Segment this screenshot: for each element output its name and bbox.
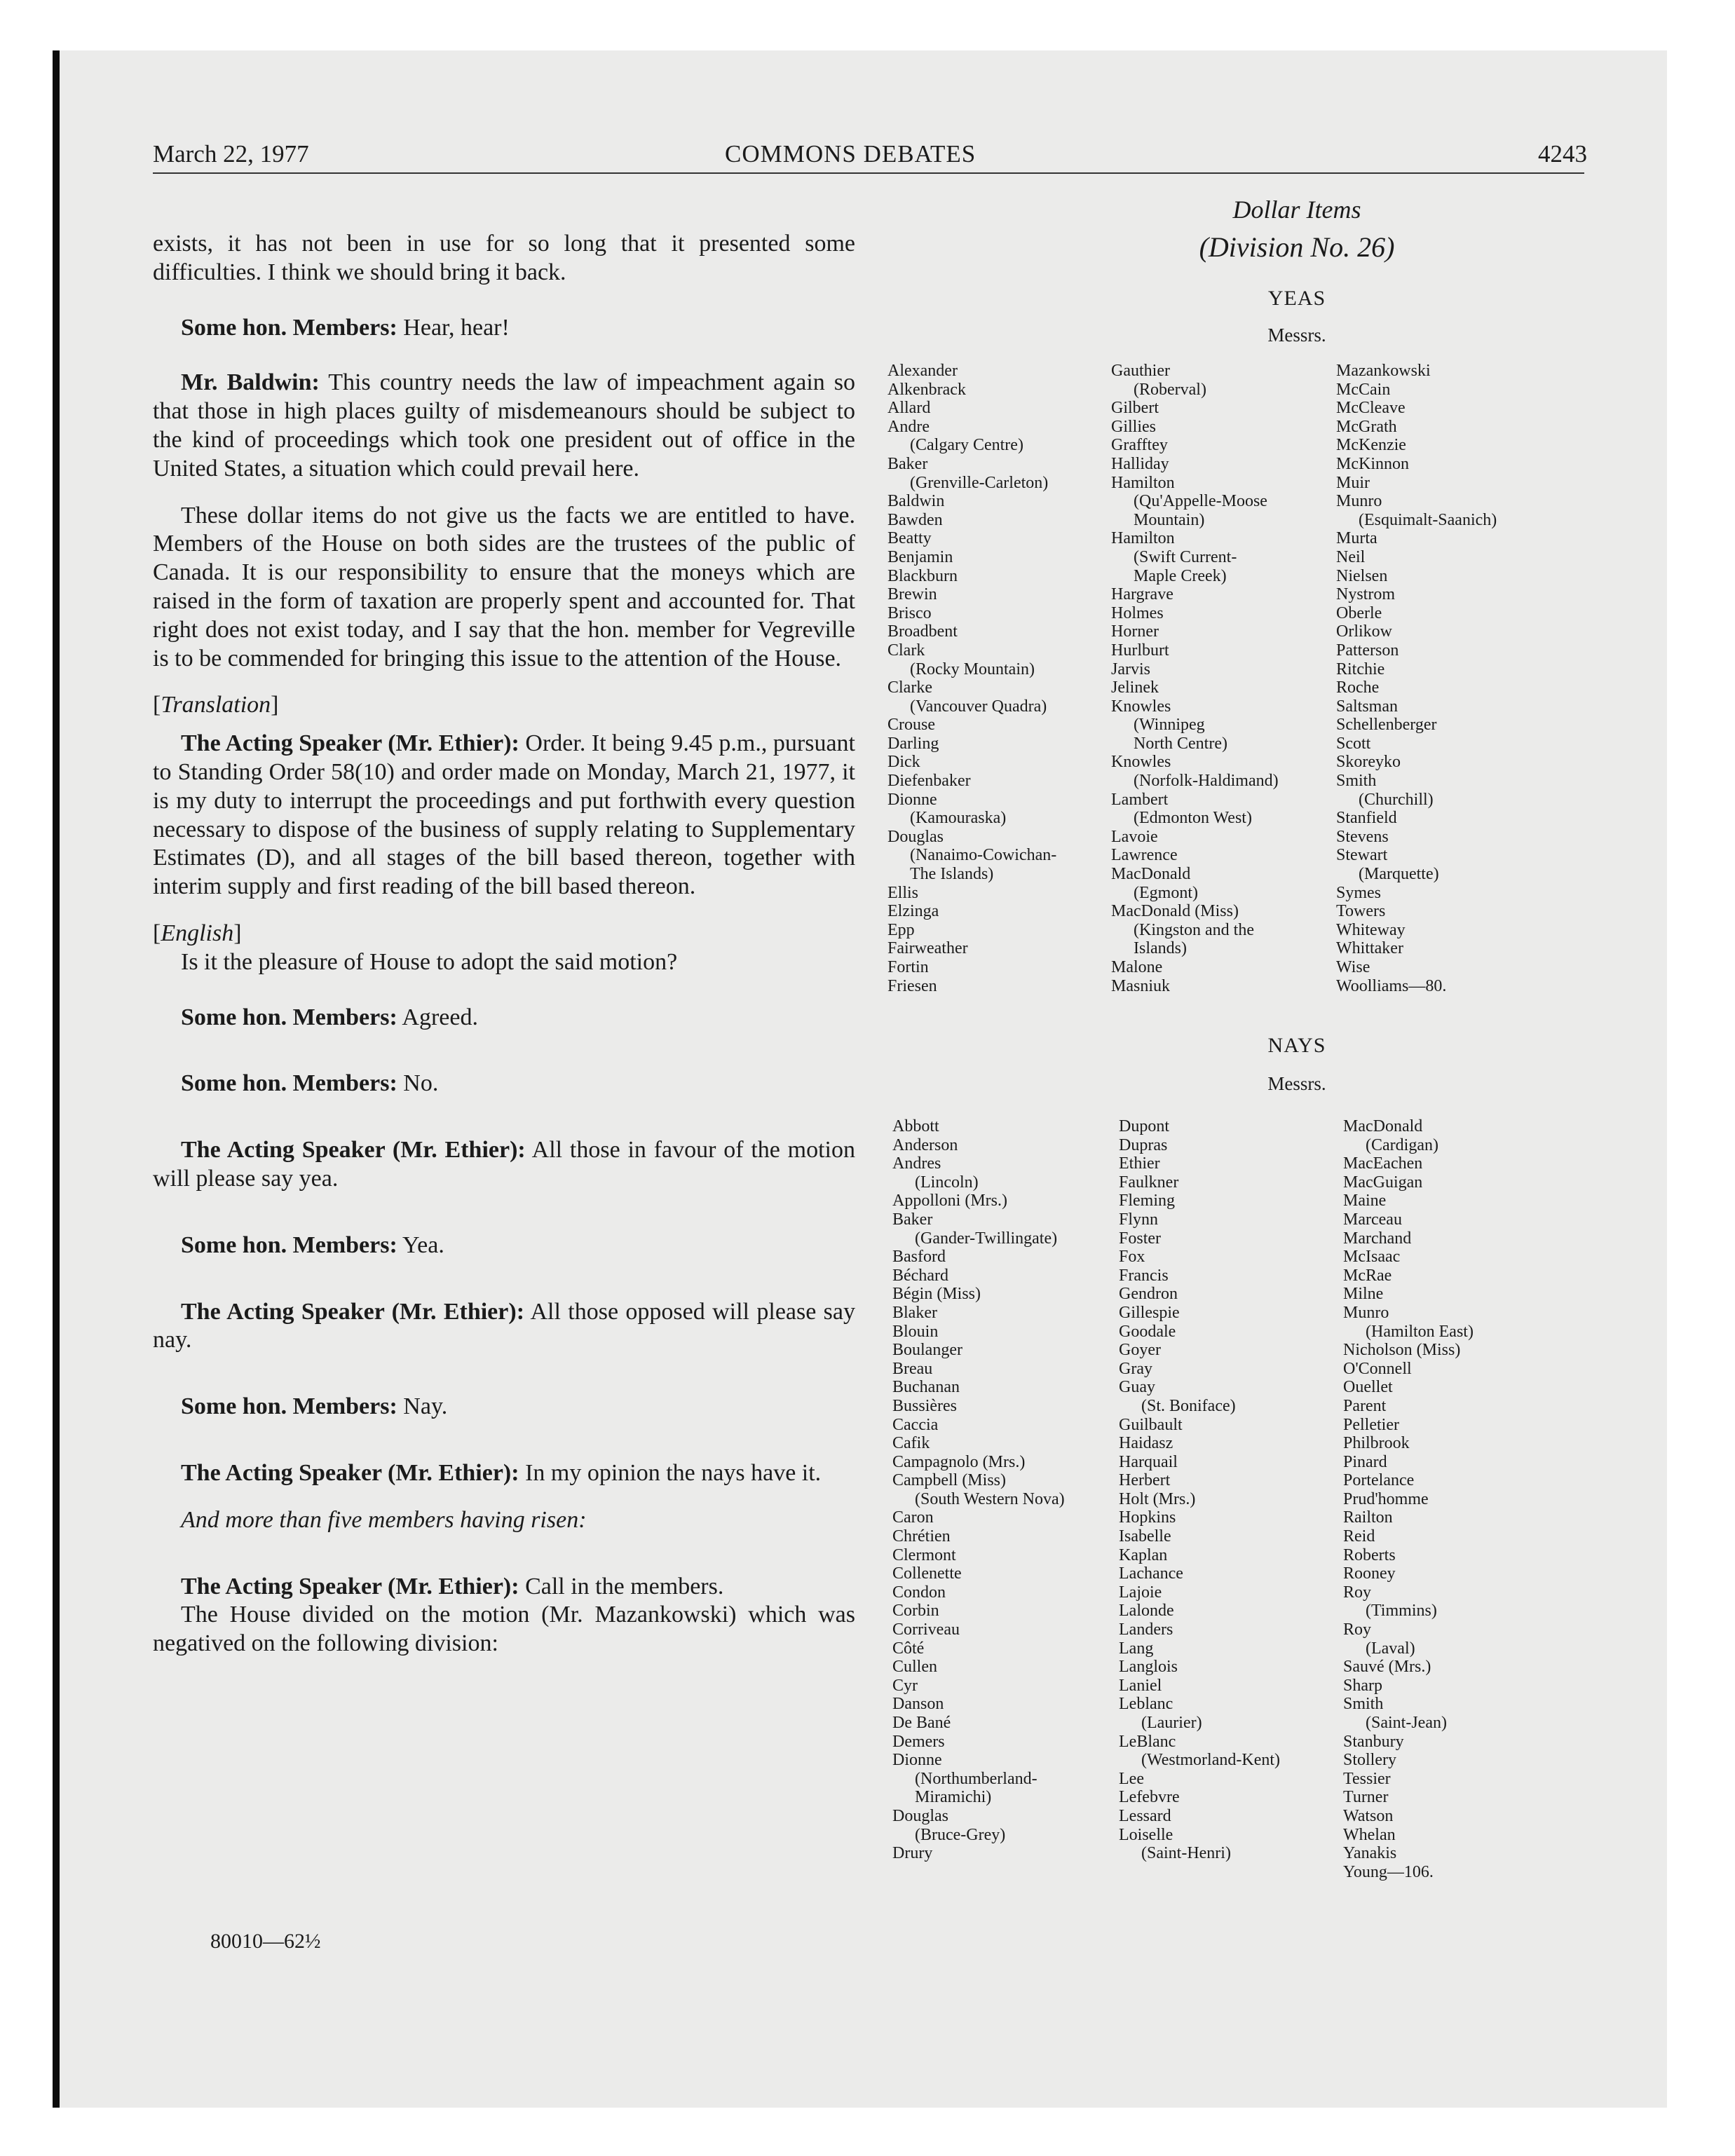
member-name: Diefenbaker bbox=[887, 772, 971, 791]
member-name: (Laurier) bbox=[1141, 1714, 1202, 1732]
member-name: Haidasz bbox=[1119, 1434, 1173, 1453]
member-name: Buchanan bbox=[892, 1378, 960, 1397]
member-name: Corriveau bbox=[892, 1621, 960, 1639]
english-label: [English] bbox=[153, 920, 242, 946]
member-name: Baldwin bbox=[887, 492, 945, 511]
member-name: (Cardigan) bbox=[1366, 1135, 1438, 1154]
member-name: (Marquette) bbox=[1359, 865, 1439, 884]
paragraph bbox=[153, 1393, 855, 1421]
member-name: Dionne bbox=[892, 1751, 942, 1770]
nays-column-2 bbox=[1119, 1117, 1280, 1863]
speaker-name: The Acting Speaker (Mr. Ethier): bbox=[181, 1459, 519, 1486]
member-name: Smith bbox=[1336, 772, 1377, 791]
member-name: Bégin (Miss) bbox=[892, 1285, 981, 1304]
member-name: Nystrom bbox=[1336, 585, 1395, 604]
member-name: North Centre) bbox=[1134, 734, 1227, 753]
member-name: Campbell (Miss) bbox=[892, 1471, 1006, 1490]
speaker-name: The Acting Speaker (Mr. Ethier): bbox=[181, 1573, 519, 1599]
member-name: McRae bbox=[1343, 1266, 1392, 1285]
member-name: Lambert bbox=[1111, 790, 1169, 809]
speech-text: Hear, hear! bbox=[397, 314, 510, 341]
speaker-name: Some hon. Members: bbox=[181, 1393, 397, 1420]
member-name: (Grenville-Carleton) bbox=[910, 473, 1049, 492]
header-date: March 22, 1977 bbox=[153, 140, 309, 168]
member-name: Mountain) bbox=[1134, 510, 1205, 529]
member-name: Malone bbox=[1111, 958, 1163, 976]
member-name: Munro bbox=[1336, 492, 1382, 511]
member-name: Isabelle bbox=[1119, 1527, 1171, 1546]
member-name: Hamilton bbox=[1111, 473, 1175, 492]
member-name: Whittaker bbox=[1336, 939, 1403, 958]
member-name: Clarke bbox=[887, 678, 932, 697]
member-name: Parent bbox=[1343, 1396, 1387, 1415]
header-rule bbox=[153, 172, 1584, 174]
member-name: Blackburn bbox=[887, 566, 958, 585]
member-name: Campagnolo (Mrs.) bbox=[892, 1452, 1026, 1471]
member-name: Landers bbox=[1119, 1621, 1173, 1639]
member-name: (Norfolk-Haldimand) bbox=[1134, 772, 1279, 791]
speech-text: Yea. bbox=[397, 1231, 444, 1258]
member-name: Lessard bbox=[1119, 1806, 1171, 1825]
member-name: (Hamilton East) bbox=[1366, 1322, 1474, 1341]
member-name: O'Connell bbox=[1343, 1359, 1412, 1378]
member-name: Fox bbox=[1119, 1248, 1145, 1267]
member-name: Abbott bbox=[892, 1117, 939, 1135]
member-name: Basford bbox=[892, 1248, 946, 1267]
member-name: Halliday bbox=[1111, 454, 1169, 473]
member-name: Lawrence bbox=[1111, 846, 1178, 865]
member-name: Anderson bbox=[892, 1135, 958, 1154]
member-name: Baker bbox=[892, 1210, 933, 1229]
member-name: Turner bbox=[1343, 1788, 1389, 1807]
member-name: Cafik bbox=[892, 1434, 930, 1453]
header-title: COMMONS DEBATES bbox=[725, 140, 977, 168]
member-name: Stanbury bbox=[1343, 1732, 1404, 1751]
member-name: (St. Boniface) bbox=[1141, 1396, 1236, 1415]
member-name: (Lincoln) bbox=[915, 1173, 979, 1192]
member-name: Holt (Mrs.) bbox=[1119, 1489, 1196, 1508]
member-name: Horner bbox=[1111, 622, 1159, 641]
member-name: Laniel bbox=[1119, 1676, 1162, 1695]
member-name: Prud'homme bbox=[1343, 1489, 1429, 1508]
member-name: Douglas bbox=[892, 1806, 948, 1825]
member-name: Pinard bbox=[1343, 1452, 1387, 1471]
member-name: Broadbent bbox=[887, 622, 958, 641]
member-name: (Westmorland-Kent) bbox=[1141, 1751, 1280, 1770]
yeas-messrs: Messrs. bbox=[1267, 325, 1326, 346]
member-name: Nielsen bbox=[1336, 566, 1388, 585]
member-name: Dionne bbox=[887, 790, 937, 809]
member-name: Nicholson (Miss) bbox=[1343, 1341, 1461, 1360]
member-name: Pelletier bbox=[1343, 1415, 1399, 1434]
member-name: Foster bbox=[1119, 1229, 1161, 1248]
member-name: (Edmonton West) bbox=[1134, 809, 1252, 828]
member-name: Andres bbox=[892, 1154, 941, 1173]
member-name: Kaplan bbox=[1119, 1546, 1168, 1564]
member-name: (Gander-Twillingate) bbox=[915, 1229, 1058, 1248]
member-name: (Bruce-Grey) bbox=[915, 1825, 1006, 1844]
member-name: Loiselle bbox=[1119, 1825, 1173, 1844]
member-name: Blaker bbox=[892, 1303, 937, 1322]
member-name: Gillies bbox=[1111, 417, 1156, 436]
member-name: Grafftey bbox=[1111, 436, 1168, 455]
speaker-name: Some hon. Members: bbox=[181, 1004, 397, 1030]
member-name: Béchard bbox=[892, 1266, 948, 1285]
member-name: (Vancouver Quadra) bbox=[910, 697, 1047, 716]
member-name: Alexander bbox=[887, 362, 958, 380]
member-name: (Kamouraska) bbox=[910, 809, 1007, 828]
paragraph: The House divided on the motion (Mr. Mazankowski) which was negatived on the following division: bbox=[153, 1602, 855, 1657]
member-name: Stollery bbox=[1343, 1751, 1396, 1770]
member-name: Holmes bbox=[1111, 603, 1164, 622]
member-name: Saltsman bbox=[1336, 697, 1398, 716]
member-name: Islands) bbox=[1134, 939, 1187, 958]
speaker-name: The Acting Speaker (Mr. Ethier): bbox=[181, 730, 519, 757]
nays-column-3 bbox=[1343, 1117, 1474, 1881]
member-name: Towers bbox=[1336, 902, 1386, 921]
member-name: Miramichi) bbox=[915, 1788, 992, 1807]
member-name: Marchand bbox=[1343, 1229, 1412, 1248]
speech-text: Nay. bbox=[397, 1393, 448, 1420]
speech-text: Call in the members. bbox=[519, 1573, 724, 1599]
member-name: Gillespie bbox=[1119, 1303, 1180, 1322]
member-name: Symes bbox=[1336, 883, 1382, 902]
member-name: (Nanaimo-Cowichan- bbox=[910, 846, 1057, 865]
member-name: Watson bbox=[1343, 1806, 1394, 1825]
member-name: Stanfield bbox=[1336, 809, 1397, 828]
member-name: Lee bbox=[1119, 1769, 1144, 1788]
member-name: Young—106. bbox=[1343, 1862, 1434, 1881]
member-name: Caccia bbox=[892, 1415, 939, 1434]
speech-text: This country needs the law of impeachment again so that those in high places guilty of misdemeanours should be subject to the kind of proceedings which took one president out of office in the United States, a situation which could prevail here. bbox=[153, 369, 856, 482]
paragraph bbox=[153, 1070, 855, 1098]
member-name: Skoreyko bbox=[1336, 753, 1401, 772]
member-name: De Bané bbox=[892, 1714, 951, 1732]
member-name: Sauvé (Mrs.) bbox=[1343, 1658, 1431, 1677]
member-name: Lefebvre bbox=[1119, 1788, 1180, 1807]
member-name: Appolloni (Mrs.) bbox=[892, 1192, 1007, 1210]
debate-text-column bbox=[153, 230, 855, 1658]
member-name: Crouse bbox=[887, 716, 935, 735]
member-name: MacDonald (Miss) bbox=[1111, 902, 1239, 921]
member-name: Goyer bbox=[1119, 1341, 1161, 1360]
member-name: Orlikow bbox=[1336, 622, 1392, 641]
member-name: Gendron bbox=[1119, 1285, 1178, 1304]
member-name: Allard bbox=[887, 399, 931, 418]
division-number: (Division No. 26) bbox=[1199, 231, 1395, 263]
member-name: Caron bbox=[892, 1508, 934, 1527]
member-name: Brewin bbox=[887, 585, 937, 604]
speaker-name: Mr. Baldwin: bbox=[181, 369, 320, 396]
member-name: Yanakis bbox=[1343, 1844, 1397, 1863]
paragraph bbox=[153, 1573, 855, 1602]
member-name: (Winnipeg bbox=[1134, 716, 1205, 735]
member-name: Ellis bbox=[887, 883, 919, 902]
member-name: (Roberval) bbox=[1134, 380, 1206, 399]
member-name: Jelinek bbox=[1111, 678, 1159, 697]
speech-text: No. bbox=[397, 1070, 439, 1097]
member-name: Gilbert bbox=[1111, 399, 1159, 418]
member-name: Condon bbox=[892, 1583, 946, 1602]
member-name: (Churchill) bbox=[1359, 790, 1434, 809]
member-name: (Qu'Appelle-Moose bbox=[1134, 492, 1267, 511]
translation-label: [Translation] bbox=[153, 692, 279, 718]
member-name: Herbert bbox=[1119, 1471, 1171, 1490]
member-name: Cyr bbox=[892, 1676, 918, 1695]
member-name: Philbrook bbox=[1343, 1434, 1410, 1453]
member-name: Gauthier bbox=[1111, 362, 1170, 380]
member-name: Dupras bbox=[1119, 1135, 1168, 1154]
speech-text: Agreed. bbox=[397, 1004, 478, 1030]
member-name: The Islands) bbox=[910, 865, 994, 884]
member-name: Gray bbox=[1119, 1359, 1152, 1378]
member-name: Sharp bbox=[1343, 1676, 1382, 1695]
member-name: Alkenbrack bbox=[887, 380, 966, 399]
member-name: Oberle bbox=[1336, 603, 1382, 622]
member-name: Demers bbox=[892, 1732, 945, 1751]
speech-text: Order. It being 9.45 p.m., pursuant to Standing Order 58(10) and order made on Monday, March 21, 1977, it is my duty to interrupt the proceedings and put forthwith every question necessary to dispose of the business of supply relating to Supplementary Estimates (D), and all stages of the bill based thereon, together with interim supply and first reading of the bill based thereon. bbox=[153, 730, 855, 900]
paragraph: Is it the pleasure of House to adopt the said motion? bbox=[181, 948, 678, 975]
paragraph bbox=[153, 1136, 855, 1194]
member-name: (Saint-Henri) bbox=[1141, 1844, 1231, 1863]
member-name: Bussières bbox=[892, 1396, 957, 1415]
member-name: Murta bbox=[1336, 529, 1377, 548]
member-name: Guilbault bbox=[1119, 1415, 1183, 1434]
member-name: Roy bbox=[1343, 1583, 1372, 1602]
paragraph bbox=[153, 369, 855, 483]
member-name: Whiteway bbox=[1336, 920, 1406, 939]
member-name: Hurlburt bbox=[1111, 641, 1169, 660]
member-name: Bawden bbox=[887, 510, 943, 529]
member-name: Fairweather bbox=[887, 939, 968, 958]
member-name: Smith bbox=[1343, 1695, 1384, 1714]
member-name: (Timmins) bbox=[1366, 1602, 1437, 1621]
member-name: Roy bbox=[1343, 1621, 1372, 1639]
member-name: Clark bbox=[887, 641, 925, 660]
member-name: Benjamin bbox=[887, 547, 953, 566]
member-name: Reid bbox=[1343, 1527, 1375, 1546]
member-name: Patterson bbox=[1336, 641, 1399, 660]
member-name: Flynn bbox=[1119, 1210, 1159, 1229]
member-name: Langlois bbox=[1119, 1658, 1178, 1677]
member-name: Muir bbox=[1336, 473, 1370, 492]
speaker-name: Some hon. Members: bbox=[181, 1070, 397, 1097]
member-name: Francis bbox=[1119, 1266, 1169, 1285]
member-name: MacGuigan bbox=[1343, 1173, 1423, 1192]
member-name: Mazankowski bbox=[1336, 362, 1431, 380]
member-name: Roberts bbox=[1343, 1546, 1396, 1564]
member-name: Leblanc bbox=[1119, 1695, 1173, 1714]
member-name: Lang bbox=[1119, 1639, 1154, 1658]
paragraph bbox=[153, 1004, 855, 1032]
member-name: Jarvis bbox=[1111, 660, 1150, 678]
member-name: Stewart bbox=[1336, 846, 1388, 865]
paragraph: exists, it has not been in use for so long that it presented some difficulties. I think we should bring it back. bbox=[153, 231, 855, 285]
member-name: Epp bbox=[887, 920, 915, 939]
member-name: Guay bbox=[1119, 1378, 1155, 1397]
member-name: McCain bbox=[1336, 380, 1391, 399]
member-name: McKinnon bbox=[1336, 454, 1409, 473]
member-name: Collenette bbox=[892, 1564, 962, 1583]
member-name: Douglas bbox=[887, 827, 944, 846]
speaker-name: The Acting Speaker (Mr. Ethier): bbox=[181, 1298, 525, 1325]
yeas-heading: YEAS bbox=[1267, 287, 1326, 310]
member-name: Rooney bbox=[1343, 1564, 1396, 1583]
member-name: Hargrave bbox=[1111, 585, 1173, 604]
yeas-column-1 bbox=[887, 362, 1056, 995]
member-name: (South Western Nova) bbox=[915, 1489, 1065, 1508]
paragraph bbox=[153, 1298, 855, 1356]
paragraph bbox=[153, 314, 855, 343]
speech-text: All those in favour of the motion will please say yea. bbox=[153, 1137, 856, 1192]
member-name: Drury bbox=[892, 1844, 933, 1863]
member-name: Roche bbox=[1336, 678, 1380, 697]
member-name: Lajoie bbox=[1119, 1583, 1162, 1602]
yeas-column-2 bbox=[1111, 362, 1279, 995]
member-name: Ritchie bbox=[1336, 660, 1385, 678]
member-name: Breau bbox=[892, 1359, 933, 1378]
member-name: Neil bbox=[1336, 547, 1366, 566]
member-name: Maine bbox=[1343, 1192, 1387, 1210]
paragraph bbox=[153, 730, 855, 901]
division-title: Dollar Items bbox=[1232, 196, 1361, 224]
member-name: Cullen bbox=[892, 1658, 937, 1677]
member-name: (Saint-Jean) bbox=[1366, 1714, 1447, 1732]
member-name: Whelan bbox=[1343, 1825, 1396, 1844]
member-name: McGrath bbox=[1336, 417, 1397, 436]
member-name: Lalonde bbox=[1119, 1602, 1174, 1621]
member-name: Tessier bbox=[1343, 1769, 1391, 1788]
member-name: Knowles bbox=[1111, 753, 1171, 772]
member-name: (Laval) bbox=[1366, 1639, 1415, 1658]
member-name: LeBlanc bbox=[1119, 1732, 1176, 1751]
member-name: Stevens bbox=[1336, 827, 1389, 846]
member-name: Lachance bbox=[1119, 1564, 1183, 1583]
member-name: Boulanger bbox=[892, 1341, 962, 1360]
member-name: Wise bbox=[1336, 958, 1370, 976]
member-name: Masniuk bbox=[1111, 976, 1170, 995]
member-name: (Rocky Mountain) bbox=[910, 660, 1035, 678]
member-name: Fleming bbox=[1119, 1192, 1176, 1210]
speech-text: In my opinion the nays have it. bbox=[519, 1459, 822, 1486]
member-name: Andre bbox=[887, 417, 930, 436]
member-name: Brisco bbox=[887, 603, 932, 622]
member-name: Hamilton bbox=[1111, 529, 1175, 548]
member-name: (Egmont) bbox=[1134, 883, 1198, 902]
paragraph bbox=[153, 1231, 855, 1260]
member-name: Friesen bbox=[887, 976, 937, 995]
member-name: (Kingston and the bbox=[1134, 920, 1254, 939]
yeas-column-3 bbox=[1336, 362, 1497, 995]
member-name: Lavoie bbox=[1111, 827, 1158, 846]
member-name: Darling bbox=[887, 734, 939, 753]
paragraph: And more than five members having risen: bbox=[181, 1506, 587, 1533]
member-name: MacEachen bbox=[1343, 1154, 1423, 1173]
member-name: (Swift Current- bbox=[1134, 547, 1237, 566]
nays-messrs: Messrs. bbox=[1267, 1073, 1326, 1094]
member-name: Milne bbox=[1343, 1285, 1384, 1304]
member-name: Chrétien bbox=[892, 1527, 951, 1546]
member-name: McIsaac bbox=[1343, 1248, 1401, 1267]
member-name: Portelance bbox=[1343, 1471, 1415, 1490]
nays-heading: NAYS bbox=[1267, 1034, 1326, 1057]
member-name: Blouin bbox=[892, 1322, 939, 1341]
speaker-name: The Acting Speaker (Mr. Ethier): bbox=[181, 1137, 526, 1164]
member-name: Knowles bbox=[1111, 697, 1171, 716]
member-name: Elzinga bbox=[887, 902, 939, 921]
header-page-number: 4243 bbox=[1538, 140, 1587, 168]
member-name: Scott bbox=[1336, 734, 1371, 753]
nays-column-1 bbox=[892, 1117, 1065, 1863]
member-name: Ouellet bbox=[1343, 1378, 1393, 1397]
member-name: Goodale bbox=[1119, 1322, 1176, 1341]
member-name: Clermont bbox=[892, 1546, 956, 1564]
member-name: Woolliams—80. bbox=[1336, 976, 1447, 995]
member-name: Hopkins bbox=[1119, 1508, 1176, 1527]
member-name: Baker bbox=[887, 454, 928, 473]
member-name: Schellenberger bbox=[1336, 716, 1437, 735]
member-name: MacDonald bbox=[1111, 865, 1191, 884]
member-name: (Northumberland- bbox=[915, 1769, 1037, 1788]
member-name: Railton bbox=[1343, 1508, 1393, 1527]
member-name: Ethier bbox=[1119, 1154, 1160, 1173]
member-name: (Esquimalt-Saanich) bbox=[1359, 510, 1497, 529]
speaker-name: Some hon. Members: bbox=[181, 314, 397, 341]
member-name: McKenzie bbox=[1336, 436, 1406, 455]
member-name: Maple Creek) bbox=[1134, 566, 1227, 585]
member-name: Danson bbox=[892, 1695, 944, 1714]
member-name: Corbin bbox=[892, 1602, 939, 1621]
speaker-name: Some hon. Members: bbox=[181, 1231, 397, 1258]
member-name: Dupont bbox=[1119, 1117, 1169, 1135]
member-name: McCleave bbox=[1336, 399, 1406, 418]
paragraph bbox=[153, 1459, 855, 1488]
paragraph: These dollar items do not give us the facts we are entitled to have. Members of the House on both sides are the trustees of the public of Canada. It is our responsibility to ensure that the moneys which are raised in the form of taxation are properly spent and accounted for. That right does not exist today, and I say that the hon. member for Vegreville is to be commended for bringing this issue to the attention of the House. bbox=[153, 502, 855, 671]
member-name: (Calgary Centre) bbox=[910, 436, 1023, 455]
member-name: Beatty bbox=[887, 529, 932, 548]
member-name: Harquail bbox=[1119, 1452, 1178, 1471]
member-name: Dick bbox=[887, 753, 920, 772]
member-name: Marceau bbox=[1343, 1210, 1402, 1229]
footer-code: 80010—62½ bbox=[210, 1930, 321, 1953]
speech-text: All those opposed will please say nay. bbox=[153, 1298, 855, 1353]
member-name: MacDonald bbox=[1343, 1117, 1423, 1135]
member-name: Côté bbox=[892, 1639, 925, 1658]
member-name: Fortin bbox=[887, 958, 929, 976]
member-name: Faulkner bbox=[1119, 1173, 1179, 1192]
member-name: Munro bbox=[1343, 1303, 1389, 1322]
